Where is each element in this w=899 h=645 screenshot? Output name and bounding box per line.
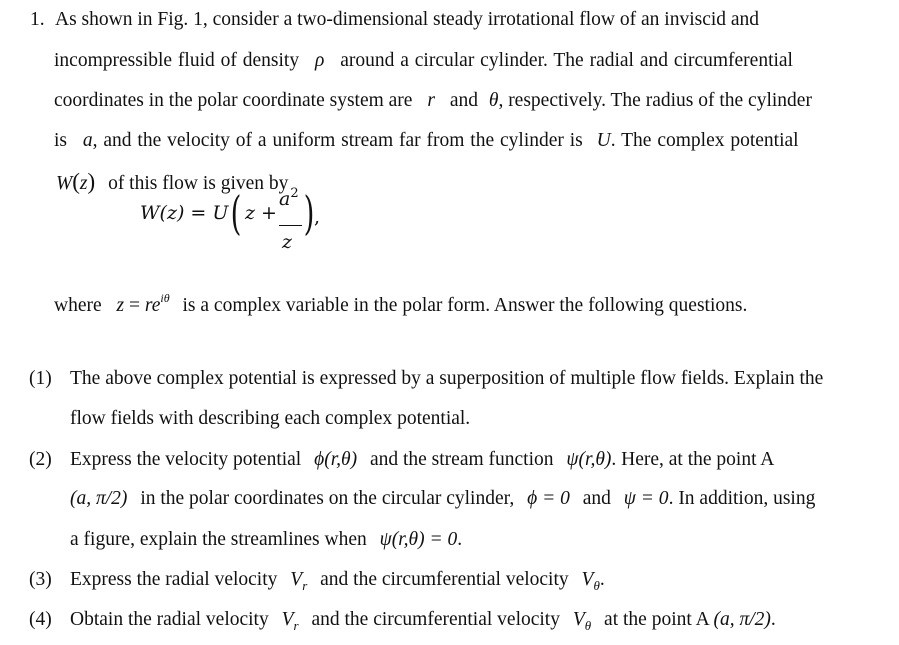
question-2-line-2: (a, π/2) in the polar coordinates on the circular cylinder, ϕ = 0 and ψ = 0. In addition, using [70, 488, 816, 509]
question-4-line: Obtain the radial velocity $V_r$ and the circumferential velocity $V_\theta$ at the point A (a, π/2). [70, 609, 776, 633]
question-2-number: (2) [29, 449, 52, 470]
question-1-number: (1) [29, 368, 52, 389]
question-3-line: Express the radial velocity $V_r$ and the circumferential velocity $V_\theta$. [70, 569, 605, 593]
intro-line-5: W(z) of this flow is given by [56, 169, 289, 194]
question-2-line-3: a figure, explain the streamlines when ψ(r,θ) = 0. [70, 529, 463, 550]
question-2-line-1: Express the velocity potential ϕ(r,θ) and the stream function ψ(r,θ). Here, at the point A [70, 449, 775, 470]
equation-lhs: W(z) = U [140, 202, 229, 224]
question-1-line-1: The above complex potential is expressed by a superposition of multiple flow fields. Explain the [70, 368, 824, 389]
question-4-number: (4) [29, 609, 52, 630]
equation-z-plus: z + [245, 202, 277, 224]
equation-comma: , [314, 206, 321, 228]
problem-number: 1. [30, 9, 45, 30]
equation-denominator: z [282, 231, 293, 253]
intro-line-4: is a, and the velocity of a uniform stream far from the cylinder is U. The complex potential [54, 130, 799, 151]
intro-line-1: As shown in Fig. 1, consider a two-dimensional steady irrotational flow of an inviscid and [55, 9, 760, 30]
equation-open-paren: ( [230, 186, 242, 240]
intro-line-3: coordinates in the polar coordinate system are r and θ, respectively. The radius of the cylinder [54, 90, 812, 111]
question-1-line-2: flow fields with describing each complex potential. [70, 408, 471, 429]
equation-close-paren: ) [303, 186, 315, 240]
fraction-bar [279, 225, 302, 226]
equation-numerator: $a^2$ [279, 186, 299, 210]
where-line: where $z = re^{i\theta}$ is a complex variable in the polar form. Answer the following questions. [54, 291, 748, 316]
intro-line-2: incompressible fluid of density ρ around a circular cylinder. The radial and circumferential [54, 50, 793, 71]
complex-potential-equation [140, 186, 360, 266]
question-3-number: (3) [29, 569, 52, 590]
